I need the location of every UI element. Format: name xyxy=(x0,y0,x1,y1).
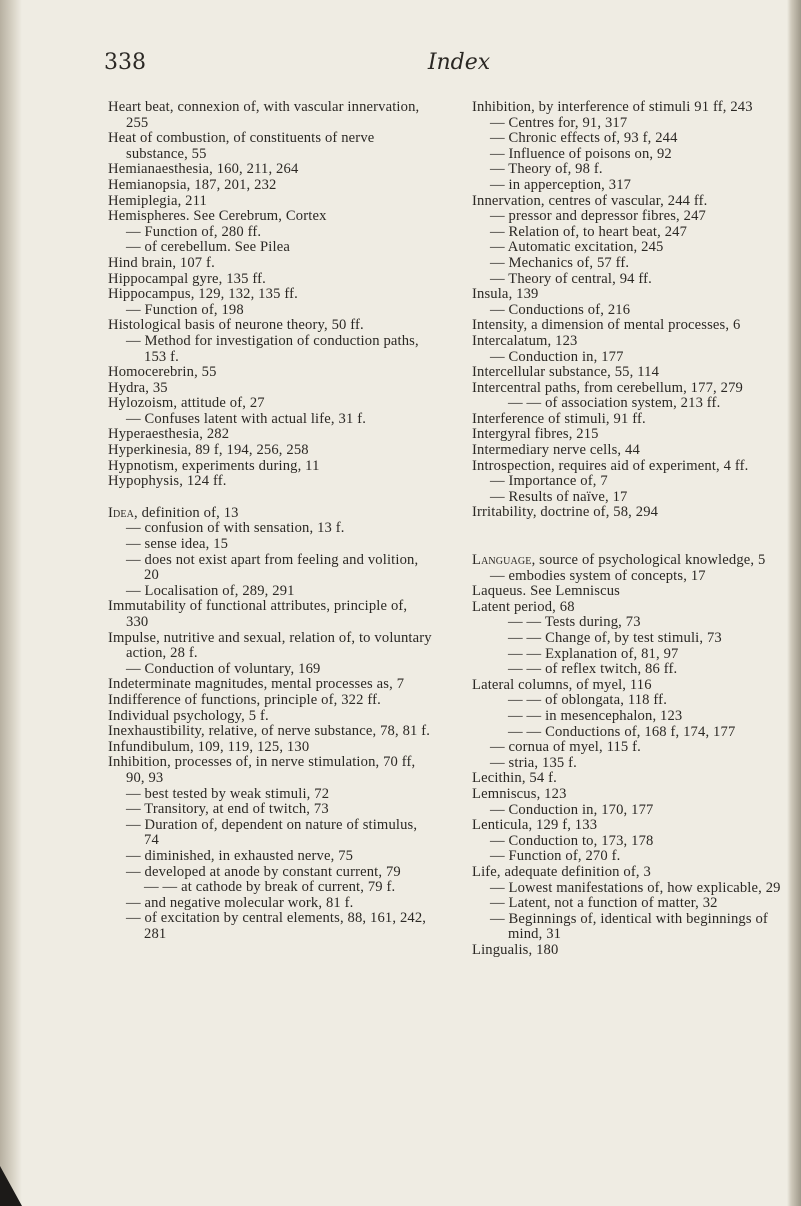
index-entry: — in apperception, 317 xyxy=(490,176,632,193)
index-entry: Language, source of psychological knowledge, 5 xyxy=(472,552,766,569)
index-entry: Hemianaesthesia, 160, 211, 264 xyxy=(108,161,299,178)
index-entry: Intermediary nerve cells, 44 xyxy=(472,442,640,459)
index-entry: — — Change of, by test stimuli, 73 xyxy=(508,630,722,646)
index-entry: Introspection, requires aid of experiment, 4 ff. xyxy=(472,457,749,474)
page-edge-shadow xyxy=(787,0,801,1206)
index-entry: — — Conductions of, 168 f, 174, 177 xyxy=(508,723,736,740)
index-entry: — Relation of, to heart beat, 247 xyxy=(490,223,688,240)
index-entry: Individual psychology, 5 f. xyxy=(108,707,269,724)
index-entry: Hemianopsia, 187, 201, 232 xyxy=(108,176,277,193)
index-entry: Intercellular substance, 55, 114 xyxy=(472,364,660,381)
index-entry: Irritability, doctrine of, 58, 294 xyxy=(472,504,659,521)
section-gap xyxy=(472,537,797,553)
index-entry: Innervation, centres of vascular, 244 ff. xyxy=(472,192,708,209)
index-entry: — developed at anode by constant current, 79 xyxy=(126,863,401,880)
index-entry: Hind brain, 107 f. xyxy=(108,254,215,271)
index-entry: Hippocampus, 129, 132, 135 ff. xyxy=(108,286,298,303)
index-entry: — pressor and depressor fibres, 247 xyxy=(490,208,706,225)
index-entry: — confusion of with sensation, 13 f. xyxy=(126,520,345,537)
page-title: Index xyxy=(427,50,491,75)
index-entry: — Function of, 280 ff. xyxy=(126,223,262,240)
index-entry: — — Tests during, 73 xyxy=(508,614,641,631)
index-entry: — and negative molecular work, 81 f. xyxy=(126,894,354,911)
index-entry: Hemispheres. See Cerebrum, Cortex xyxy=(108,208,327,225)
index-entry: — best tested by weak stimuli, 72 xyxy=(126,785,330,802)
index-entry: Hypophysis, 124 ff. xyxy=(108,473,227,490)
index-entry: — Conduction in, 177 xyxy=(490,348,624,365)
index-entry: — Results of naïve, 17 xyxy=(490,488,628,505)
index-entry: — Conduction in, 170, 177 xyxy=(490,801,654,818)
index-entry: Indeterminate magnitudes, mental processes as, 7 xyxy=(108,676,405,693)
index-entry: — Beginnings of, identical with beginnings of mind, 31 xyxy=(490,910,768,943)
index-entry: Interference of stimuli, 91 ff. xyxy=(472,410,646,427)
index-entry: Immutability of functional attributes, principle of, 330 xyxy=(108,598,408,630)
corner-shadow xyxy=(0,1166,22,1206)
index-entry: Idea, definition of, 13 xyxy=(108,504,239,521)
index-entry: Homocerebrin, 55 xyxy=(108,364,217,381)
index-entry: — Influence of poisons on, 92 xyxy=(490,145,672,162)
index-entry: — cornua of myel, 115 f. xyxy=(490,739,641,756)
index-entry: — Function of, 198 xyxy=(126,301,244,318)
index-entry: — Latent, not a function of matter, 32 xyxy=(490,895,718,912)
index-entry: — does not exist apart from feeling and volition, 20 xyxy=(126,551,419,584)
index-entry: Heat of combustion, of constituents of nerve substance, 55 xyxy=(108,130,375,162)
index-entry: — Importance of, 7 xyxy=(490,473,608,490)
index-entry: Inhibition, processes of, in nerve stimulation, 70 ff, 90, 93 xyxy=(108,754,416,786)
index-entry: Intercentral paths, from cerebellum, 177, 279 xyxy=(472,379,743,396)
index-entry: — embodies system of concepts, 17 xyxy=(490,567,706,584)
index-column-left xyxy=(108,100,433,942)
index-entry: Inhibition, by interference of stimuli 91 ff, 243 xyxy=(472,99,753,115)
index-entry: Hyperkinesia, 89 f, 194, 256, 258 xyxy=(108,442,309,459)
index-entry: — Confuses latent with actual life, 31 f. xyxy=(126,410,366,427)
index-entry: — Function of, 270 f. xyxy=(490,848,621,865)
index-entry: Inexhaustibility, relative, of nerve substance, 78, 81 f. xyxy=(108,723,431,740)
page-gutter-shadow xyxy=(0,0,22,1206)
index-entry: Intercalatum, 123 xyxy=(472,332,578,349)
index-entry: Hypnotism, experiments during, 11 xyxy=(108,457,320,474)
index-entry: — Duration of, dependent on nature of stimulus, 74 xyxy=(126,816,418,849)
page-header xyxy=(104,50,754,80)
index-entry: Intergyral fibres, 215 xyxy=(472,426,599,443)
index-entry: — Theory of central, 94 ff. xyxy=(490,270,652,287)
index-entry: Lecithin, 54 f. xyxy=(472,770,557,787)
index-entry: — — of oblongata, 118 ff. xyxy=(508,692,667,709)
index-entry: — Mechanics of, 57 ff. xyxy=(490,254,630,271)
index-entry: — Transitory, at end of twitch, 73 xyxy=(126,801,329,818)
index-entry: — Conduction to, 173, 178 xyxy=(490,832,654,849)
index-entry: — Automatic excitation, 245 xyxy=(490,239,664,256)
index-entry: — Centres for, 91, 317 xyxy=(490,114,628,131)
section-gap xyxy=(472,521,797,537)
index-entry: — Conductions of, 216 xyxy=(490,301,631,318)
index-entry: — — at cathode by break of current, 79 f. xyxy=(144,879,396,896)
index-entry: Indifference of functions, principle of, 322 ff. xyxy=(108,691,381,708)
index-entry: Intensity, a dimension of mental processes, 6 xyxy=(472,317,741,334)
index-entry: Hydra, 35 xyxy=(108,379,168,396)
index-entry: — of cerebellum. See Pilea xyxy=(126,239,290,256)
index-entry: — Theory of, 98 f. xyxy=(490,161,603,178)
index-entry: Infundibulum, 109, 119, 125, 130 xyxy=(108,738,310,755)
index-entry: Lemniscus, 123 xyxy=(472,785,567,802)
index-entry: Lateral columns, of myel, 116 xyxy=(472,676,652,693)
index-entry: Lingualis, 180 xyxy=(472,941,559,958)
index-entry: — of excitation by central elements, 88, 161, 242, 281 xyxy=(126,910,427,942)
index-entry: — Conduction of voluntary, 169 xyxy=(126,660,321,677)
page-number: 338 xyxy=(104,50,146,75)
index-column-right xyxy=(472,100,797,958)
index-entry: — — of reflex twitch, 86 ff. xyxy=(508,661,678,678)
index-entry: Hyperaesthesia, 282 xyxy=(108,426,230,443)
index-entry: — Localisation of, 289, 291 xyxy=(126,582,295,599)
index-entry: Life, adequate definition of, 3 xyxy=(472,863,651,880)
index-entry: — diminished, in exhausted nerve, 75 xyxy=(126,847,354,864)
index-entry: — Lowest manifestations of, how explicable, 29 xyxy=(490,879,781,896)
index-entry: Hippocampal gyre, 135 ff. xyxy=(108,270,266,287)
index-entry: Hemiplegia, 211 xyxy=(108,192,207,209)
index-entry: Latent period, 68 xyxy=(472,598,575,615)
index-entry: Laqueus. See Lemniscus xyxy=(472,583,620,600)
index-entry: Heart beat, connexion of, with vascular innervation, 255 xyxy=(108,99,420,131)
index-entry: — Chronic effects of, 93 f, 244 xyxy=(490,130,678,147)
index-entry: — stria, 135 f. xyxy=(490,754,577,771)
index-entry: — — of association system, 213 ff. xyxy=(508,395,721,412)
index-entry: Lenticula, 129 f, 133 xyxy=(472,817,598,834)
index-entry: Hylozoism, attitude of, 27 xyxy=(108,395,265,412)
index-entry: Impulse, nutritive and sexual, relation of, to voluntary action, 28 f. xyxy=(108,629,432,662)
index-entry: Insula, 139 xyxy=(472,286,539,303)
index-entry: — — Explanation of, 81, 97 xyxy=(508,645,679,662)
section-gap xyxy=(108,490,433,506)
index-entry: — Method for investigation of conduction paths, 153 f. xyxy=(126,332,419,365)
index-entry: Histological basis of neurone theory, 50 ff. xyxy=(108,317,364,334)
index-entry: — sense idea, 15 xyxy=(126,536,229,553)
index-entry: — — in mesencephalon, 123 xyxy=(508,707,683,724)
book-page xyxy=(18,0,790,1206)
